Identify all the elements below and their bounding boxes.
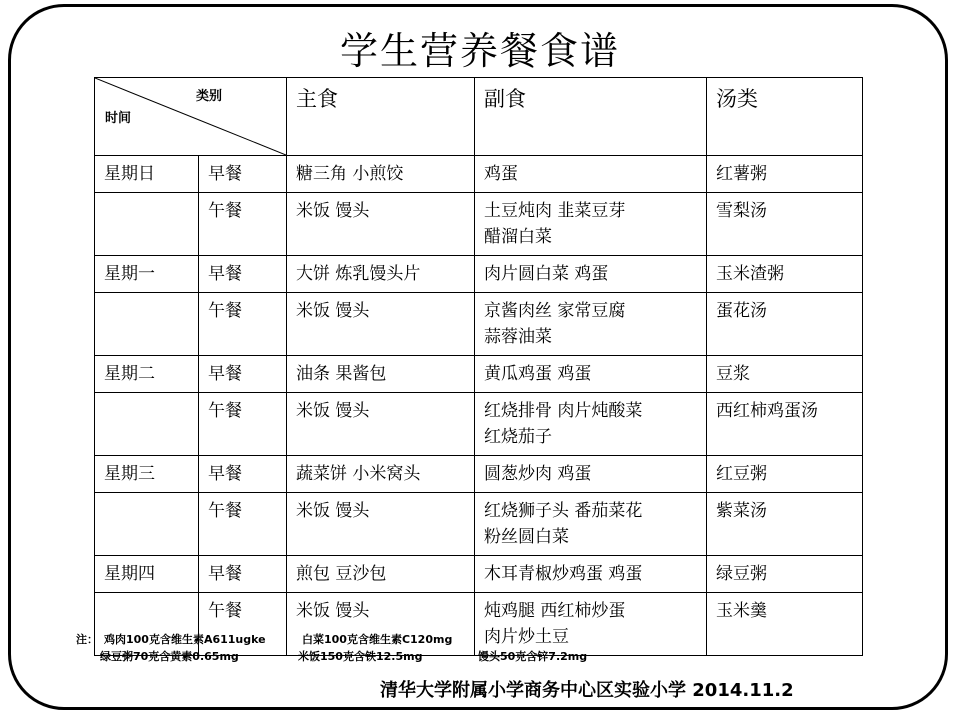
side-dish-line: 炖鸡腿 西红柿炒蛋 (484, 601, 626, 621)
side-dish-line: 粉丝圆白菜 (484, 527, 569, 547)
soup-cell: 绿豆粥 (707, 556, 863, 593)
side-cell (475, 193, 707, 256)
soup-cell: 紫菜汤 (707, 493, 863, 556)
header-side: 副食 (475, 78, 707, 156)
side-cell (475, 393, 707, 456)
header-soup: 汤类 (707, 78, 863, 156)
side-cell (475, 556, 707, 593)
notes-prefix: 注： (76, 633, 98, 646)
day-cell (95, 293, 199, 356)
table-row (95, 256, 863, 293)
meal-cell: 早餐 (199, 456, 287, 493)
side-dish-line: 肉片炒土豆 (484, 627, 569, 647)
table-row (95, 356, 863, 393)
table-header-row (95, 78, 863, 156)
staple-cell: 米饭 馒头 (287, 193, 475, 256)
side-cell (475, 356, 707, 393)
day-cell (95, 393, 199, 456)
day-cell (95, 493, 199, 556)
table-row (95, 493, 863, 556)
staple-cell: 米饭 馒头 (287, 493, 475, 556)
side-dish-line: 红烧排骨 肉片炖酸菜 (484, 401, 643, 421)
note-item: 馒头50克含锌7.2mg (478, 650, 588, 663)
side-dish-line: 土豆炖肉 韭菜豆芽 (484, 201, 626, 221)
meal-cell: 早餐 (199, 256, 287, 293)
note-item: 米饭150克含铁12.5mg (298, 650, 423, 663)
staple-cell: 煎包 豆沙包 (287, 556, 475, 593)
soup-cell: 豆浆 (707, 356, 863, 393)
soup-cell: 西红柿鸡蛋汤 (707, 393, 863, 456)
soup-cell: 蛋花汤 (707, 293, 863, 356)
side-dish-line: 木耳青椒炒鸡蛋 鸡蛋 (484, 564, 643, 584)
staple-cell: 米饭 馒头 (287, 293, 475, 356)
meal-cell: 午餐 (199, 293, 287, 356)
meal-cell: 午餐 (199, 493, 287, 556)
staple-cell: 糖三角 小煎饺 (287, 156, 475, 193)
side-cell (475, 456, 707, 493)
meal-cell: 早餐 (199, 156, 287, 193)
side-cell (475, 293, 707, 356)
side-dish-line: 醋溜白菜 (484, 227, 552, 247)
day-cell: 星期一 (95, 256, 199, 293)
menu-table (94, 77, 863, 656)
table-row (95, 156, 863, 193)
soup-cell: 红豆粥 (707, 456, 863, 493)
day-cell: 星期三 (95, 456, 199, 493)
soup-cell: 玉米渣粥 (707, 256, 863, 293)
side-dish-line: 黄瓜鸡蛋 鸡蛋 (484, 364, 592, 384)
side-dish-line: 红烧狮子头 番茄菜花 (484, 501, 643, 521)
soup-cell: 玉米羹 (707, 593, 863, 656)
table-row (95, 193, 863, 256)
staple-cell: 大饼 炼乳馒头片 (287, 256, 475, 293)
side-dish-line: 蒜蓉油菜 (484, 327, 552, 347)
page-title: 学生营养餐食谱 (339, 29, 620, 73)
table-row (95, 293, 863, 356)
meal-cell: 午餐 (199, 593, 287, 656)
side-dish-line: 圆葱炒肉 鸡蛋 (484, 464, 592, 484)
day-cell: 星期二 (95, 356, 199, 393)
meal-cell: 午餐 (199, 393, 287, 456)
category-time-header (95, 78, 287, 156)
day-cell (95, 193, 199, 256)
meal-cell: 早餐 (199, 556, 287, 593)
note-item: 白菜100克含维生素C120mg (302, 633, 453, 646)
header-category-label: 类别 (195, 89, 222, 104)
side-dish-line: 肉片圆白菜 鸡蛋 (484, 264, 609, 284)
table-row (95, 456, 863, 493)
side-cell (475, 593, 707, 656)
note-item: 绿豆粥70克含黄素0.65mg (100, 650, 239, 663)
table-row (95, 556, 863, 593)
side-cell (475, 156, 707, 193)
soup-cell: 红薯粥 (707, 156, 863, 193)
day-cell: 星期日 (95, 156, 199, 193)
soup-cell: 雪梨汤 (707, 193, 863, 256)
staple-cell: 油条 果酱包 (287, 356, 475, 393)
header-staple: 主食 (287, 78, 475, 156)
side-dish-line: 京酱肉丝 家常豆腐 (484, 301, 626, 321)
side-cell (475, 493, 707, 556)
day-cell: 星期四 (95, 556, 199, 593)
side-cell (475, 256, 707, 293)
header-time-label: 时间 (105, 111, 132, 126)
school-footer: 清华大学附属小学商务中心区实验小学 2014.11.2 (380, 680, 794, 701)
meal-cell: 午餐 (199, 193, 287, 256)
staple-cell: 米饭 馒头 (287, 393, 475, 456)
table-row (95, 393, 863, 456)
staple-cell: 蔬菜饼 小米窝头 (287, 456, 475, 493)
side-dish-line: 鸡蛋 (484, 164, 518, 184)
side-dish-line: 红烧茄子 (484, 427, 552, 447)
staple-cell: 米饭 馒头 (287, 593, 475, 656)
meal-cell: 早餐 (199, 356, 287, 393)
note-item: 鸡肉100克含维生素A611ugke (104, 633, 266, 646)
